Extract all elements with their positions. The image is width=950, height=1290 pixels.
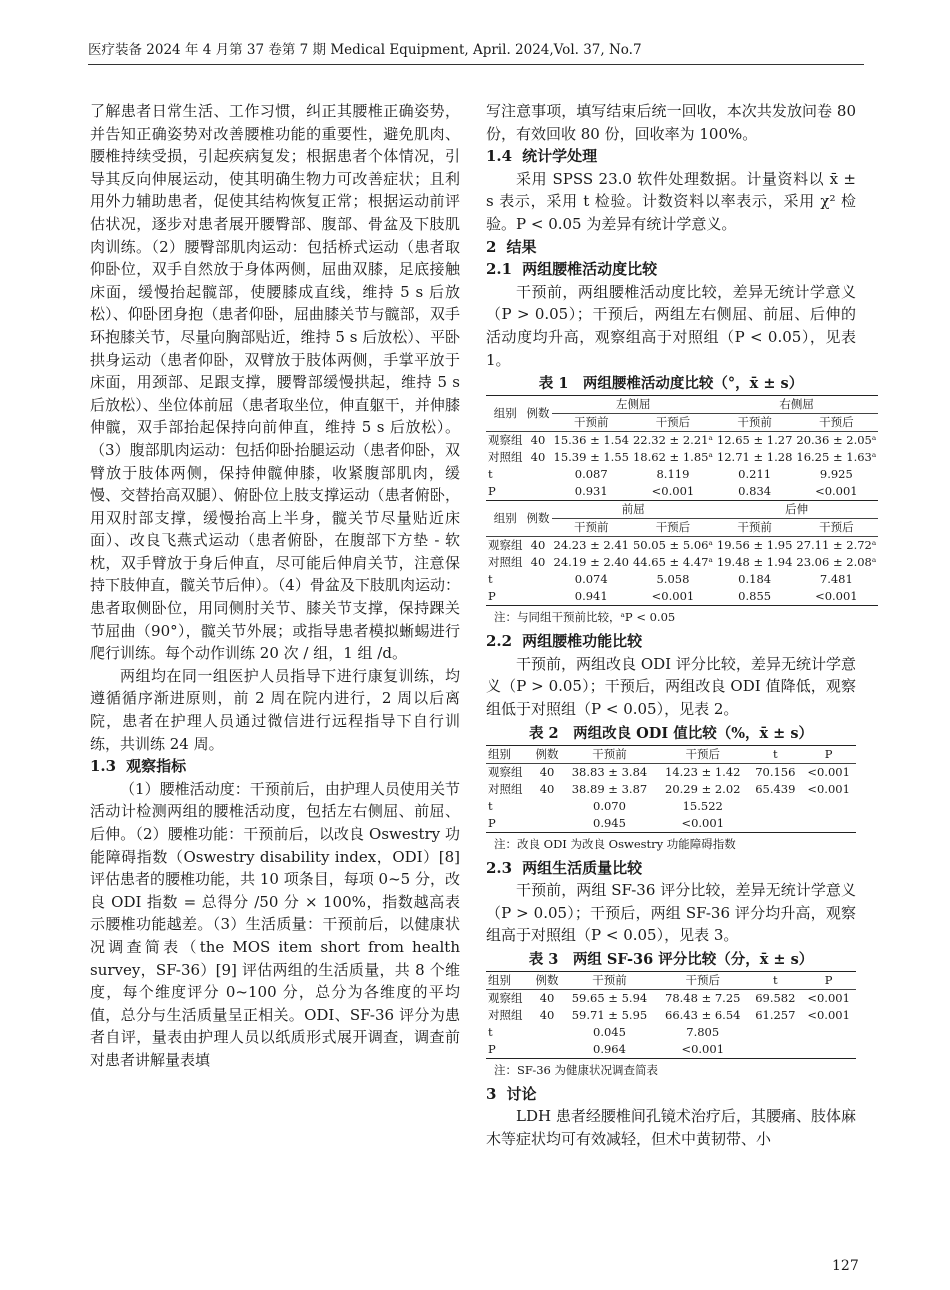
sub-header: 干预后 <box>819 415 854 430</box>
column-header: 前屈 <box>552 501 715 519</box>
running-header: 医疗装备 2024 年 4 月第 37 卷第 7 期 Medical Equipment, April. 2024,Vol. 37, No.7 <box>88 40 864 65</box>
table-cell: <0.001 <box>807 764 850 779</box>
sub-header: 干预后 <box>655 520 691 535</box>
table-cell <box>749 798 801 815</box>
left-column <box>90 100 460 1072</box>
table-cell: <0.001 <box>681 815 725 830</box>
table-cell: 0.087 <box>574 467 608 482</box>
table-title: 表 3 两组 SF-36 评分比较（分，x̄ ± s） <box>528 950 814 968</box>
column-header: t <box>773 972 778 987</box>
table-cell: <0.001 <box>681 1041 725 1056</box>
table-row <box>486 571 878 588</box>
table-cell <box>749 1041 801 1059</box>
table-cell: 0.945 <box>593 815 626 830</box>
table-cell: 对照组 <box>488 781 523 796</box>
table-cell: 70.156 <box>755 764 796 779</box>
table-cell: 66.43 ± 6.54 <box>665 1007 741 1022</box>
paragraph: 采用 SPSS 23.0 软件处理数据。计量资料以 x̄ ± s 表示，采用 t 检验。计数资料以率表示，采用 χ² 检验。P < 0.05 为差异有统计学意义。 <box>486 169 856 233</box>
column-header: 组别 <box>488 972 511 987</box>
table-header-row <box>486 745 856 763</box>
column-header: 干预前 <box>592 972 627 987</box>
column-header: 右侧屈 <box>715 396 878 414</box>
table-cell <box>531 1041 563 1059</box>
table-cell: 24.19 ± 2.40 <box>553 555 629 570</box>
table-cell: 69.582 <box>755 990 796 1005</box>
table-row <box>486 432 878 450</box>
table-row <box>486 1007 856 1024</box>
page-number: 127 <box>832 1258 859 1274</box>
table-cell: 0.834 <box>738 484 772 499</box>
table-cell: 19.56 ± 1.95 <box>716 538 793 553</box>
table-row <box>486 483 878 501</box>
table-cell: <0.001 <box>807 1007 850 1022</box>
table-cell: 40 <box>530 555 546 570</box>
paragraph: 了解患者日常生活、工作习惯，纠正其腰椎正确姿势，并告知正确姿势对改善腰椎功能的重要性，避免肌肉、腰椎持续受损，引起疾病复发；根据患者个体情况，引导其反向伸展运动，使其明确生物力可改善症状；且利用外力辅助患者，促使其结构恢复正常；根据运动前评估状况，逐步对患者展开腰臀部、腹部、骨盆及下肢肌肉训练。（2）腰臀部肌肉运动：包括桥式运动（患者取仰卧位，双手自然放于身体两侧，屈曲双膝，足底接触床面，缓慢抬起髋部，使腰膝成直线，维持 5 s 后放松）、仰卧团身抱（患者仰卧，屈曲膝关节与髋部，双手环抱膝关节，尽量向胸部贴近，维持 5 s 后放松）、平卧拱身运动（患者仰卧，双臂放于肢体两侧，手掌平放于床面，用颈部、足跟支撑，腰臀部缓慢拱起，维持 5 s 后放松）、坐位体前屈（患者取坐位，伸直躯干，并伸膝伸髋，双手部抬起保持向前伸直，维持 5 s 后放松）。（3）腹部肌肉运动：包括仰卧抬腿运动（患者仰卧，双臂放于肢体两侧，保持伸髋伸膝，收紧腹部肌肉，缓慢、交替抬高双腿）、俯卧位上肢支撑运动（患者俯卧，用双肘部支撑，缓慢抬高上半身，髋关节尽量贴近床面）、改良飞燕式运动（患者俯卧，在腹部下方垫 - 软枕，双手臂放于身后伸直，尽可能后伸肩关节，注意保持下肢伸直，髋关节后伸）。（4）骨盆及下肢肌肉运动：患者取侧卧位，用同侧肘关节、膝关节支撑，保持踝关节屈曲（90°），髋关节外展；或指导患者模拟蜥蜴进行爬行训练。每个动作训练 20 次 / 组，1 组 /d。 <box>90 102 460 663</box>
table-row <box>486 798 856 815</box>
paragraph: （1）腰椎活动度：干预前后，由护理人员使用关节活动计检测两组的腰椎活动度，包括左右侧屈、前屈、后伸。（2）腰椎功能：干预前后，以改良 Oswestry 功能障碍指数（Oswestry disability index，ODI）[8] 评估患者的腰椎功能，共 10 项条目，每项 0~5 分，改良 ODI 指数 = 总得分 /50 分 × 100%，指数越高表示腰椎功能越差。（3）生活质量：干预前后，以健康状况调查简表（the MOS item short from health survey，SF-36）[9] 评估两组的生活质量，共 8 个维度，每个维度评分 0~100 分，总分为各维度的平均值，总分与生活质量呈正相关。ODI、SF-36 评分为患者自评，量表由护理人员以纸质形式展开调查，调查前对患者讲解量表填 <box>90 779 460 1069</box>
column-header: 干预前 <box>592 746 627 761</box>
table-cell: P <box>488 1041 496 1056</box>
table-cell: t <box>488 572 493 587</box>
section-heading: 2.1 两组腰椎活动度比较 <box>486 260 658 279</box>
table-cell: 0.931 <box>574 484 608 499</box>
table-cell: 观察组 <box>488 764 523 779</box>
table-row <box>486 763 856 781</box>
sub-header: 干预前 <box>573 520 609 535</box>
table-2 <box>486 745 856 833</box>
table-cell: 0.184 <box>738 572 772 587</box>
sub-header: 干预后 <box>819 520 854 535</box>
section-heading: 3 讨论 <box>486 1084 537 1103</box>
column-header: 左侧屈 <box>552 396 715 414</box>
table-cell: 65.439 <box>755 781 796 796</box>
table-cell: 27.11 ± 2.72ᵃ <box>796 538 877 553</box>
table-cell <box>531 815 563 833</box>
column-header: P <box>824 746 833 761</box>
table-header-row <box>486 971 856 989</box>
table-note: 注：SF-36 为健康状况调查简表 <box>494 1062 659 1077</box>
sub-header: 干预后 <box>655 415 691 430</box>
table-cell: 12.71 ± 1.28 <box>716 450 793 465</box>
table-cell: t <box>488 1024 493 1039</box>
table-cell: 44.65 ± 4.47ᵃ <box>632 555 713 570</box>
table-cell: 18.62 ± 1.85ᵃ <box>632 450 713 465</box>
column-header: P <box>824 972 833 987</box>
column-header: 例数 <box>535 746 559 761</box>
table-cell: 16.25 ± 1.63ᵃ <box>796 450 877 465</box>
table-cell: 5.058 <box>656 572 690 587</box>
paragraph: 写注意事项，填写结束后统一回收，本次共发放问卷 80 份，有效回收 80 份，回收率为 100%。 <box>486 102 856 143</box>
column-header: 例数 <box>526 511 550 526</box>
table-note: 注：与同组干预前比较，ᵃP < 0.05 <box>494 610 676 625</box>
sub-header: 干预前 <box>737 520 772 535</box>
table-cell <box>531 1024 563 1041</box>
table-cell: 24.23 ± 2.41 <box>553 538 629 553</box>
table-row <box>486 781 856 798</box>
table-3 <box>486 971 856 1059</box>
column-header: 例数 <box>535 972 559 987</box>
table-cell: 59.65 ± 5.94 <box>571 990 648 1005</box>
table-row <box>486 466 878 483</box>
table-cell <box>801 798 856 815</box>
table-cell: t <box>488 467 493 482</box>
table-cell: 40 <box>530 433 546 448</box>
table-row <box>486 1024 856 1041</box>
table-cell: 0.074 <box>574 572 608 587</box>
table-title: 表 1 两组腰椎活动度比较（°，x̄ ± s） <box>538 375 804 393</box>
table-cell: 0.070 <box>593 798 626 813</box>
table-row <box>486 989 856 1007</box>
table-cell: 20.29 ± 2.02 <box>665 781 741 796</box>
table-cell: 38.89 ± 3.87 <box>571 781 648 796</box>
table-1 <box>486 395 878 606</box>
section-heading: 2.2 两组腰椎功能比较 <box>486 632 643 651</box>
column-header: t <box>773 746 778 761</box>
table-cell: 7.481 <box>819 572 853 587</box>
table-cell: 0.855 <box>738 589 772 604</box>
table-cell: 78.48 ± 7.25 <box>665 990 741 1005</box>
column-header: 干预后 <box>685 746 720 761</box>
table-cell: 40 <box>539 764 555 779</box>
table-cell <box>525 571 552 588</box>
table-row <box>486 588 878 606</box>
table-cell: P <box>488 815 496 830</box>
section-heading: 2.3 两组生活质量比较 <box>486 858 643 877</box>
table-cell: 9.925 <box>819 467 853 482</box>
table-cell <box>531 798 563 815</box>
table-cell <box>749 1024 801 1041</box>
right-column <box>486 100 877 1151</box>
column-header: 组别 <box>493 511 517 526</box>
table-cell: 59.71 ± 5.95 <box>571 1007 648 1022</box>
table-cell: <0.001 <box>651 589 695 604</box>
table-cell <box>525 466 552 483</box>
column-header: 组别 <box>493 406 517 421</box>
table-cell: 15.36 ± 1.54 <box>553 433 629 448</box>
table-cell <box>525 483 552 501</box>
paragraph: LDH 患者经腰椎间孔镜术治疗后，其腰痛、肢体麻木等症状均可有效减轻，但术中黄韧带、小 <box>486 1107 856 1149</box>
table-cell <box>801 1041 856 1059</box>
table-row <box>486 554 878 571</box>
sub-header: 干预前 <box>737 415 772 430</box>
table-cell <box>525 588 552 606</box>
sub-header: 干预前 <box>573 415 609 430</box>
table-cell: 8.119 <box>656 467 690 482</box>
section-heading: 1.4 统计学处理 <box>486 147 598 166</box>
table-title: 表 2 两组改良 ODI 值比较（%，x̄ ± s） <box>528 724 814 742</box>
column-header: 组别 <box>488 746 511 761</box>
table-cell: 40 <box>530 538 546 553</box>
table-cell: 14.23 ± 1.42 <box>665 764 741 779</box>
table-cell: 对照组 <box>488 450 523 465</box>
table-cell: 观察组 <box>488 538 523 553</box>
table-cell: 0.045 <box>593 1024 626 1039</box>
paragraph: 干预前，两组 SF-36 评分比较，差异无统计学意义（P > 0.05）；干预后，两组 SF-36 评分均升高，观察组高于对照组（P < 0.05），见表 3。 <box>486 881 856 945</box>
table-cell <box>801 1024 856 1041</box>
table-row <box>486 537 878 555</box>
table-cell: <0.001 <box>815 484 858 499</box>
paragraph: 干预前，两组改良 ODI 评分比较，差异无统计学意义（P > 0.05）；干预后，两组改良 ODI 值降低，观察组低于对照组（P < 0.05），见表 2。 <box>486 654 856 718</box>
table-cell: 7.805 <box>686 1024 720 1039</box>
table-cell: <0.001 <box>815 589 858 604</box>
table-note: 注：改良 ODI 为改良 Oswestry 功能障碍指数 <box>494 836 736 851</box>
table-cell: 19.48 ± 1.94 <box>716 555 793 570</box>
table-cell: 61.257 <box>755 1007 796 1022</box>
paragraph: 两组均在同一组医护人员指导下进行康复训练，均遵循循序渐进原则，前 2 周在院内进行，2 周以后离院，患者在护理人员通过微信进行远程指导下自行训练，共训练 24 周。 <box>90 666 460 753</box>
table-cell: 0.964 <box>593 1041 626 1056</box>
table-cell: <0.001 <box>807 990 850 1005</box>
column-header: 例数 <box>526 406 550 421</box>
table-cell: <0.001 <box>651 484 695 499</box>
table-row <box>486 1041 856 1059</box>
column-header: 干预后 <box>685 972 720 987</box>
table-row <box>486 815 856 833</box>
table-cell: 40 <box>539 1007 555 1022</box>
column-header: 后伸 <box>715 501 878 519</box>
table-cell: 15.39 ± 1.55 <box>553 450 629 465</box>
table-cell <box>749 815 801 833</box>
table-cell <box>801 815 856 833</box>
table-cell: 0.941 <box>574 589 608 604</box>
table-cell: 对照组 <box>488 1007 523 1022</box>
table-cell: t <box>488 798 493 813</box>
table-cell: 40 <box>539 781 555 796</box>
table-row <box>486 449 878 466</box>
table-cell: 50.05 ± 5.06ᵃ <box>632 538 713 553</box>
table-cell: 12.65 ± 1.27 <box>716 433 793 448</box>
section-heading: 1.3 观察指标 <box>90 757 187 776</box>
table-cell: 观察组 <box>488 433 523 448</box>
table-cell: P <box>488 589 496 604</box>
paragraph: 干预前，两组腰椎活动度比较，差异无统计学意义（P > 0.05）；干预后，两组左右侧屈、前屈、后伸的活动度均升高，观察组高于对照组（P < 0.05），见表 1。 <box>486 282 856 369</box>
table-cell: 观察组 <box>488 990 523 1005</box>
table-cell: 40 <box>539 990 555 1005</box>
table-cell: 38.83 ± 3.84 <box>571 764 648 779</box>
table-cell: 40 <box>530 450 546 465</box>
table-cell: 0.211 <box>738 467 772 482</box>
table-cell: 15.522 <box>682 798 723 813</box>
table-cell: 22.32 ± 2.21ᵃ <box>632 433 713 448</box>
table-cell: 20.36 ± 2.05ᵃ <box>796 433 877 448</box>
section-heading: 2 结果 <box>486 237 537 256</box>
table-cell: P <box>488 484 496 499</box>
table-cell: 对照组 <box>488 555 523 570</box>
table-cell: 23.06 ± 2.08ᵃ <box>796 555 877 570</box>
table-cell: <0.001 <box>807 781 850 796</box>
